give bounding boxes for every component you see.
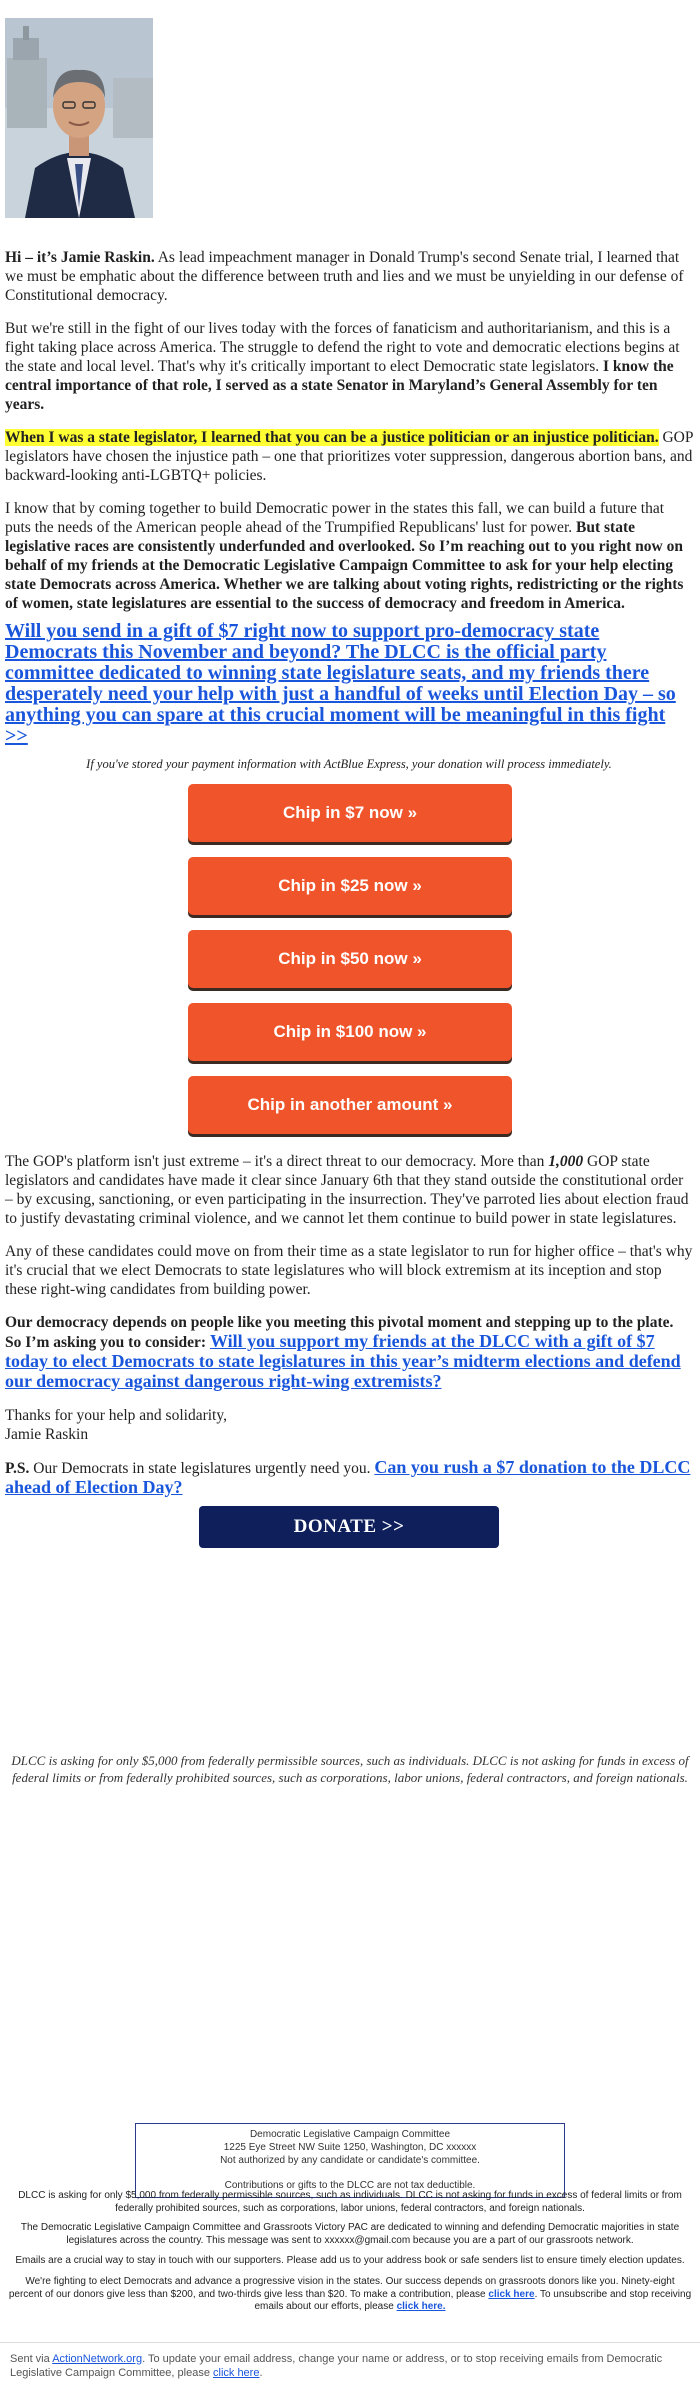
main-donation-link-text[interactable]: Will you send in a gift of $7 right now to support pro-democracy state Democrats this November and beyond? The DLCC is the official party committee dedicated to winning state legislature seats, and my friends there desperately need your help with just a handful of weeks until Election Day – so anything you can spare at this crucial moment will be meaningful in this fight >> <box>5 620 676 747</box>
gop-text-a: The GOP's platform isn't just extreme – it's a direct threat to our democracy. More than <box>5 1153 549 1170</box>
email-body <box>5 248 693 1548</box>
chip-100-button[interactable]: Chip in $100 now » <box>188 1003 512 1061</box>
actblue-express-note: If you've stored your payment information with ActBlue Express, your donation will process immediately. <box>86 757 612 771</box>
sent-via-text: Sent via <box>10 2353 53 2365</box>
main-donation-link[interactable] <box>5 621 693 747</box>
unsubscribe-link[interactable]: click here. <box>396 2301 446 2312</box>
sent-via-note <box>10 2352 690 2380</box>
paid-for-box <box>135 2123 565 2198</box>
footer-fed-note: DLCC is asking for only $5,000 from federally permissible sources, such as individuals. DLCC is not asking for funds in excess of federal limits or from federally prohibited sources, such as corporations, labor unions, federal contractors, and foreign nationals. <box>18 2190 682 2214</box>
paragraph-ask <box>5 1313 693 1392</box>
power-text: I know that by coming together to build Democratic power in the states this fall, we can build a future that puts the needs of the American people ahead of the Trumpified Republicans' lust for power. <box>5 500 664 536</box>
sent-end: . <box>259 2367 263 2379</box>
contribute-link[interactable]: click here <box>488 2288 535 2300</box>
intro-text: As lead impeachment manager in Donald Trump's second Senate trial, I learned that we must be emphatic about the difference between truth and lies and we must be unyielding in our defense of Constitutional democracy. <box>5 249 684 304</box>
donate-button[interactable]: DONATE >> <box>199 1506 499 1548</box>
gop-count: 1,000 <box>548 1153 584 1170</box>
footer-fighting-text: We're fighting to elect Democrats and advance a progressive vision in the states. Our success depends on grassroots donors like you. Ninety-eight percent of our donors give less than $200, and two-thirds give less than $20. To make a contribution, please <box>8 2276 675 2300</box>
fight-text: But we're still in the fight of our lives today with the forces of fanaticism and authoritarianism, and this is a fight taking place across America. The struggle to defend the right to vote and democratic elections begins at the state and local level. That's why it's critically important to elect Democratic state legislators. <box>5 320 680 375</box>
footer-dedicated: The Democratic Legislative Campaign Committee and Grassroots Victory PAC are dedicated to winning and defending Democratic majorities in state legislatures across the country. This message was sent to xxxxxx@gmail.com because you are a part of our grassroots network. <box>20 2222 680 2246</box>
action-network-link[interactable]: ActionNetwork.org <box>52 2353 143 2365</box>
footer-address: 1225 Eye Street NW Suite 1250, Washington, DC xxxxxx <box>223 2142 477 2153</box>
fight-bold-text: I know the central importance of that role, I served as a state Senator in Maryland’s General Assembly for ten years. <box>5 358 674 413</box>
support-dlcc-link[interactable]: Will you support my friends at the DLCC with a gift of $7 today to elect Democrats to state legislatures in this year’s midterm elections and defend our democracy against dangerous right-wing extremists? <box>5 1331 681 1391</box>
footer-unsubscribe-text: . To unsubscribe and stop receiving emails about our efforts, please <box>254 2288 692 2312</box>
paragraph-higher-office: Any of these candidates could move on from their time as a state legislator to run for higher office – that's why it's crucial that we elect Democrats to state legislatures who will block extremism at its inception and stop these right-wing candidates from building power. <box>5 1243 693 1298</box>
ps-label: P.S. <box>5 1460 30 1477</box>
portrait-image-icon <box>5 18 153 218</box>
chip-25-button[interactable]: Chip in $25 now » <box>188 857 512 915</box>
chip-other-amount-button[interactable]: Chip in another amount » <box>188 1076 512 1134</box>
footer-org-name: Democratic Legislative Campaign Committee <box>249 2129 451 2140</box>
ps-donation-link[interactable]: Can you rush a $7 donation to the DLCC ahead of Election Day? <box>5 1457 691 1497</box>
portrait-photo <box>5 18 153 218</box>
paragraph-power <box>5 499 693 613</box>
sent-update-text: . To update your email address, change your name or address, or to stop receiving emails from Democratic Legislative Campaign Committee, please <box>10 2353 663 2379</box>
update-email-link[interactable]: click here <box>213 2367 260 2379</box>
ask-bold-text: Our democracy depends on people like you meeting this pivotal moment and stepping up to the plate. So I’m asking you to consider: <box>5 1314 674 1351</box>
paragraph-justice <box>5 428 693 485</box>
footer-not-deductible: Contributions or gifts to the DLCC are not tax deductible. <box>224 2180 476 2191</box>
footer-fighting <box>8 2276 692 2314</box>
intro-paragraph <box>5 248 693 305</box>
fec-disclaimer: DLCC is asking for only $5,000 from federally permissible sources, such as individuals. DLCC is not asking for funds in excess of federal limits or from federally prohibited sources, such as corporations, labor unions, federal contractors, and foreign nationals. <box>11 1753 689 1785</box>
chip-7-button[interactable]: Chip in $7 now » <box>188 784 512 842</box>
footer-not-authorized: Not authorized by any candidate or candidate's committee. <box>220 2155 480 2166</box>
highlighted-text: When I was a state legislator, I learned that you can be a justice politician or an injustice politician. <box>5 429 659 446</box>
paragraph-gop-platform <box>5 1152 693 1228</box>
power-bold-text: But state legislative races are consistently underfunded and overlooked. So I’m reaching out to you right now on behalf of my friends at the Democratic Legislative Campaign Committee to ask for your help electing state Democrats across America. Whether we are talking about voting rights, redistricting or the rights of women, state legislatures are essential to the success of democracy and freedom in America. <box>5 519 684 612</box>
justice-text: GOP legislators have chosen the injustice path – one that prioritizes voter suppression, dangerous abortion bans, and backward-looking anti-LGBTQ+ policies. <box>5 429 693 484</box>
footer-divider <box>0 2342 700 2343</box>
footer-emails-note: Emails are a crucial way to stay in touch with our supporters. Please add us to your address book or safe senders list to ensure timely election updates. <box>15 2255 685 2266</box>
chip-50-button[interactable]: Chip in $50 now » <box>188 930 512 988</box>
greeting: Hi – it’s Jamie Raskin. <box>5 249 155 266</box>
signoff-thanks: Thanks for your help and solidarity, <box>5 1407 227 1424</box>
ps-text: Our Democrats in state legislatures urgently need you. <box>29 1460 375 1477</box>
gop-text-b: GOP state legislators and candidates have made it clear since January 6th that they stand outside the constitutional order – by excusing, sanctioning, or even participating in the insurrection. They've parroted lies about election fraud to justify devastating criminal violence, and we cannot let them continue to build power in state legislatures. <box>5 1153 689 1227</box>
signoff <box>5 1406 693 1444</box>
paragraph-fight <box>5 319 693 414</box>
postscript <box>5 1458 693 1498</box>
signoff-name: Jamie Raskin <box>5 1426 89 1443</box>
donation-buttons <box>0 784 700 1134</box>
